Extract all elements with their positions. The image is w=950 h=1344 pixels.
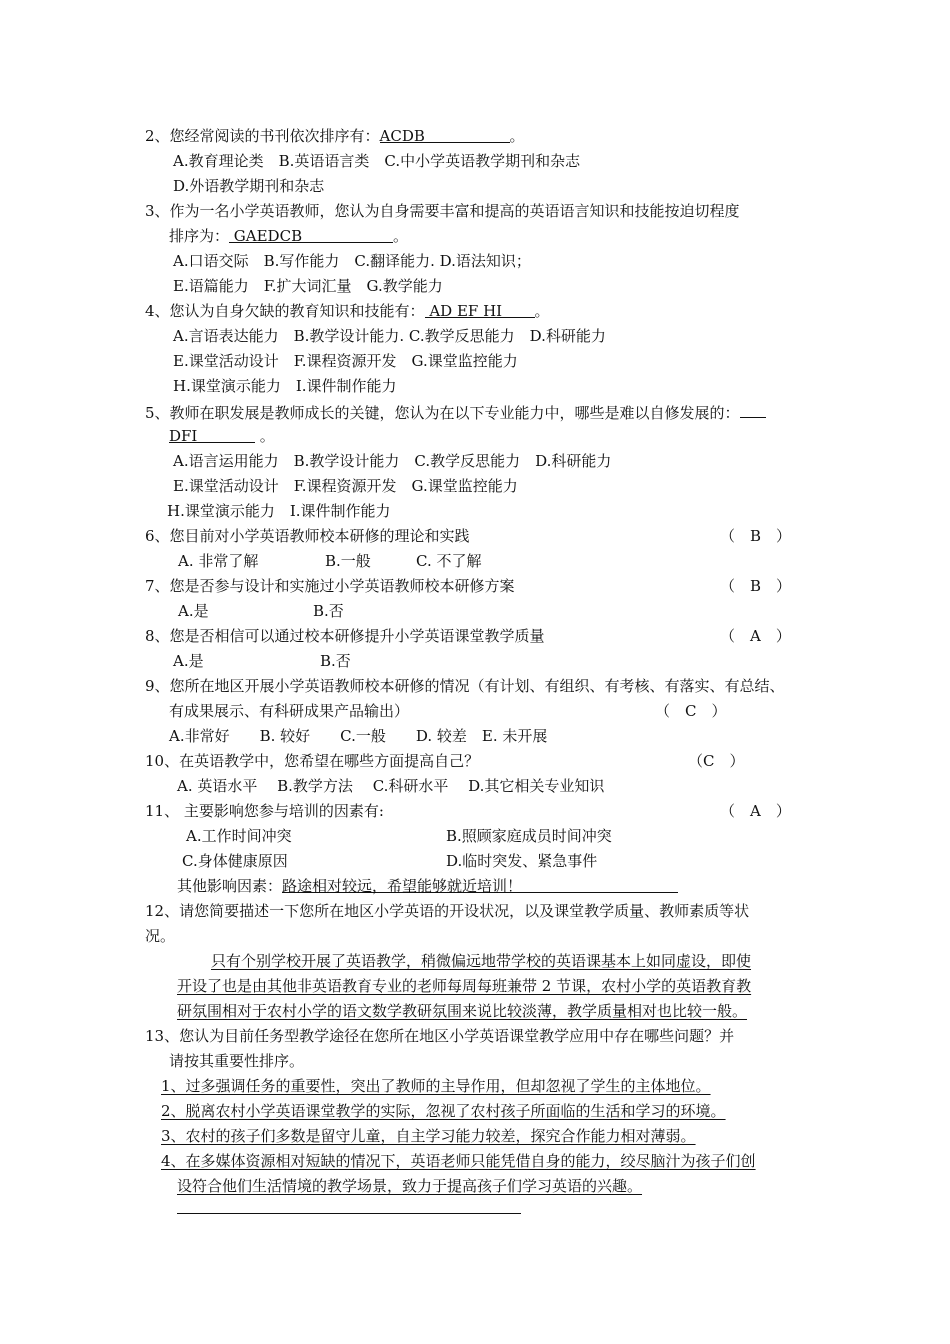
question-8-stem: 8、您是否相信可以通过校本研修提升小学英语课堂教学质量 xyxy=(145,627,545,645)
question-2-options-1: A.教育理论类 B.英语语言类 C.中小学英语教学期刊和杂志 xyxy=(173,152,581,170)
question-2-answer: ACDB xyxy=(379,127,425,145)
question-5-options-1: A.语言运用能力 B.教学设计能力 C.教学反思能力 D.科研能力 xyxy=(173,452,612,470)
question-5-answer: DFI xyxy=(169,427,198,445)
question-11-option-a: A.工作时间冲突 xyxy=(186,827,292,845)
question-9-options: A.非常好 B. 较好 C.一般 D. 较差 E. 未开展 xyxy=(169,727,548,745)
question-5-blank-tail xyxy=(740,401,766,418)
question-5-line-1 xyxy=(145,401,766,421)
question-9-answer: （ C ） xyxy=(655,702,727,720)
question-11-option-d: D.临时突发、紧急事件 xyxy=(446,852,598,870)
question-3-options-2: E.语篇能力 F.扩大词汇量 G.教学能力 xyxy=(173,277,443,295)
question-2-stem: 2、您经常阅读的书刊依次排序有： xyxy=(145,127,380,145)
question-13-line-2: 请按其重要性排序。 xyxy=(169,1052,305,1070)
question-11-option-b: B.照顾家庭成员时间冲突 xyxy=(446,827,612,845)
question-7-stem: 7、您是否参与设计和实施过小学英语教师校本研修方案 xyxy=(145,577,515,595)
question-11-option-c: C.身体健康原因 xyxy=(182,852,288,870)
question-13-answer-blank-line xyxy=(177,1213,521,1214)
question-2-answer-blank xyxy=(380,126,510,143)
question-5-line-2 xyxy=(169,426,275,446)
question-3-end: 。 xyxy=(393,227,409,245)
question-13-answer-3: 3、农村的孩子们多数是留守儿童，自主学习能力较差，探究合作能力相对薄弱。 xyxy=(161,1127,696,1145)
question-3-line-2 xyxy=(169,226,408,246)
question-6-option-b: B.一般 xyxy=(325,552,371,570)
question-5-answer-blank xyxy=(169,426,255,443)
question-13-line-1: 13、您认为目前任务型教学途径在您所在地区小学英语课堂教学应用中存在哪些问题？并 xyxy=(145,1027,735,1045)
question-9-line-1: 9、您所在地区开展小学英语教师校本研修的情况（有计划、有组织、有考核、有落实、有总结、 xyxy=(145,677,785,695)
question-5-end: 。 xyxy=(259,427,275,445)
question-7-option-a: A.是 xyxy=(178,602,209,620)
question-13-answer-4-line-2: 设符合他们生活情境的教学场景，致力于提高孩子们学习英语的兴趣。 xyxy=(177,1177,643,1195)
question-7-answer: （ B ） xyxy=(720,577,792,595)
question-11-stem: 11、 主要影响您参与培训的因素有: xyxy=(145,802,384,820)
question-11-other-answer: 路途相对较远，希望能够就近培训！ xyxy=(282,877,523,895)
question-8-option-a: A.是 xyxy=(173,652,204,670)
question-4-options-2: E.课堂活动设计 F.课程资源开发 G.课堂监控能力 xyxy=(173,352,518,370)
question-3-answer-blank xyxy=(229,226,393,243)
question-4-options-3: H.课堂演示能力 I.课件制作能力 xyxy=(173,377,397,395)
question-11-other-label: 其他影响因素： xyxy=(177,877,283,895)
question-2-end: 。 xyxy=(509,127,525,145)
question-11-other xyxy=(177,876,678,896)
question-12-line-1: 12、请您简要描述一下您所在地区小学英语的开设状况，以及课堂教学质量、教师素质等状 xyxy=(145,902,750,920)
question-10-options: A. 英语水平 B.教学方法 C.科研水平 D.其它相关专业知识 xyxy=(177,777,605,795)
question-13-answer-2: 2、脱离农村小学英语课堂教学的实际，忽视了农村孩子所面临的生活和学习的环境。 xyxy=(161,1102,726,1120)
question-4-end: 。 xyxy=(534,302,550,320)
question-4-answer: AD EF HI xyxy=(429,302,503,320)
question-6-option-a: A. 非常了解 xyxy=(178,552,259,570)
question-5-options-2: E.课堂活动设计 F.课程资源开发 G.课堂监控能力 xyxy=(173,477,518,495)
question-5-stem: 5、教师在职发展是教师成长的关键，您认为在以下专业能力中，哪些是难以自修发展的： xyxy=(145,404,740,422)
question-6-stem: 6、您目前对小学英语教师校本研修的理论和实践 xyxy=(145,527,470,545)
question-5-options-3: H.课堂演示能力 I.课件制作能力 xyxy=(167,502,391,520)
question-2-options-2: D.外语教学期刊和杂志 xyxy=(173,177,325,195)
question-12-line-2: 况。 xyxy=(145,927,176,945)
question-9-line-2: 有成果展示、有科研成果产品输出） xyxy=(169,702,410,720)
question-3-answer: GAEDCB xyxy=(233,227,303,245)
question-10-answer: （C ） xyxy=(688,752,745,770)
question-4-answer-blank xyxy=(425,301,535,318)
question-11-other-blank xyxy=(282,876,678,893)
question-8-option-b: B.否 xyxy=(320,652,351,670)
question-13-answer-4-line-1: 4、在多媒体资源相对短缺的情况下，英语老师只能凭借自身的能力，绞尽脑汁为孩子们创 xyxy=(161,1152,756,1170)
question-3-prefix: 排序为： xyxy=(169,227,230,245)
question-11-answer: （ A ） xyxy=(720,802,791,820)
question-7-option-b: B.否 xyxy=(313,602,344,620)
question-2 xyxy=(145,126,525,146)
question-12-answer-line-3: 研氛围相对于农村小学的语文数学教研氛围来说比较淡薄，教学质量相对也比较一般。 xyxy=(177,1002,748,1020)
question-8-answer: （ A ） xyxy=(720,627,791,645)
question-4-stem: 4、您认为自身欠缺的教育知识和技能有： xyxy=(145,302,425,320)
question-12-answer-line-1: 只有个别学校开展了英语教学，稍微偏远地带学校的英语课基本上如同虚设，即使 xyxy=(211,952,752,970)
question-3-options-1: A.口语交际 B.写作能力 C.翻译能力. D.语法知识； xyxy=(173,252,531,270)
question-12-answer-line-2: 开设了也是由其他非英语教育专业的老师每周每班兼带 2 节课，农村小学的英语教育教 xyxy=(177,977,752,995)
question-13-answer-1: 1、过多强调任务的重要性，突出了教师的主导作用，但却忽视了学生的主体地位。 xyxy=(161,1077,711,1095)
question-4-options-1: A.言语表达能力 B.教学设计能力. C.教学反思能力 D.科研能力 xyxy=(173,327,606,345)
question-6-answer: （ B ） xyxy=(720,527,792,545)
question-3-line-1: 3、作为一名小学英语教师，您认为自身需要丰富和提高的英语语言知识和技能按迫切程度 xyxy=(145,202,740,220)
question-4 xyxy=(145,301,550,321)
question-6-option-c: C. 不了解 xyxy=(416,552,482,570)
question-10-stem: 10、在英语教学中，您希望在哪些方面提高自己？ xyxy=(145,752,480,770)
